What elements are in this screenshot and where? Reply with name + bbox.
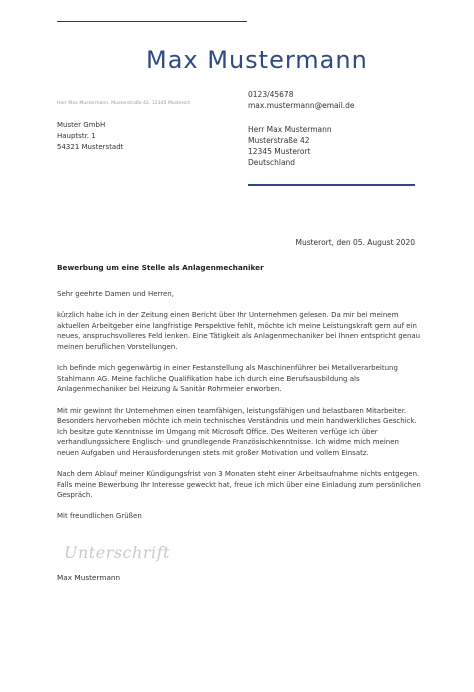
letter-subject: Bewerbung um eine Stelle als Anlagenmechaniker	[57, 263, 264, 272]
body-paragraph: kürzlich habe ich in der Zeitung einen Bericht über Ihr Unternehmen gelesen. Da mir bei meinem aktuellen Arbeitgeber eine langfristige Perspektive fehlt, möchte ich meine Leistungskraft gern auf ein neues, anspruchsvolleres Feld lenken. Eine Tätigkeit als Anlagenmechaniker bei Ihnen entspricht genau meinen beruflichen Vorstellungen.	[57, 311, 421, 351]
contact-block	[248, 89, 355, 111]
letter-body	[57, 289, 423, 533]
body-paragraph: Ich befinde mich gegenwärtig in einer Festanstellung als Maschinenführer bei Metallverarbeitung Stahlmann AG. Meine fachliche Qualifikation habe ich durch eine Berufsausbildung als Anlagenmechaniker bei Heizung & Sanitär Rohrmeier erworben.	[57, 364, 398, 394]
body-paragraph: Mit mir gewinnt Ihr Unternehmen einen teamfähigen, leistungsfähigen und belastbaren Mitarbeiter. Besonders hervorheben möchte ich mein technisches Verständnis und mein handwerkliches Geschick. Ich besitze gute Kenntnisse im Umgang mit Microsoft Office. Des Weiteren verfüge ich über verhandlungssichere Englisch- und grundlegende Französischkenntnisse. Ich widme mich meinen neuen Aufgaben und Herausforderungen stets mit großer Motivation und vollem Einsatz.	[57, 406, 417, 457]
signature-name: Max Mustermann	[57, 573, 121, 582]
applicant-name: Max Mustermann	[146, 46, 368, 74]
sender-address-line: Deutschland	[248, 158, 296, 167]
recipient-line: Hauptstr. 1	[57, 132, 96, 140]
header-rule	[57, 21, 247, 22]
signature-image: Unterschrift	[64, 543, 170, 562]
letter-date: Musterort, den 05. August 2020	[295, 238, 415, 247]
email-address: max.mustermann@email.de	[248, 101, 355, 110]
recipient-line: 54321 Musterstadt	[57, 143, 124, 151]
sender-address	[248, 124, 332, 168]
sender-return-line: Herr Max Mustermann, Musterstraße 42, 12345 Musterort	[57, 101, 191, 106]
recipient-address	[57, 120, 123, 153]
phone-number: 0123/45678	[248, 90, 294, 99]
sender-address-line: Herr Max Mustermann	[248, 125, 332, 134]
sender-address-line: 12345 Musterort	[248, 147, 311, 156]
accent-rule	[248, 184, 415, 186]
salutation: Sehr geehrte Damen und Herren,	[57, 290, 174, 298]
sender-address-line: Musterstraße 42	[248, 136, 310, 145]
body-paragraph: Nach dem Ablauf meiner Kündigungsfrist von 3 Monaten steht einer Arbeitsaufnahme nichts entgegen. Falls meine Bewerbung Ihr Interesse geweckt hat, freue ich mich über eine Einladung zum persönlichen Gespräch.	[57, 470, 421, 500]
closing: Mit freundlichen Grüßen	[57, 512, 142, 521]
recipient-line: Muster GmbH	[57, 121, 106, 129]
